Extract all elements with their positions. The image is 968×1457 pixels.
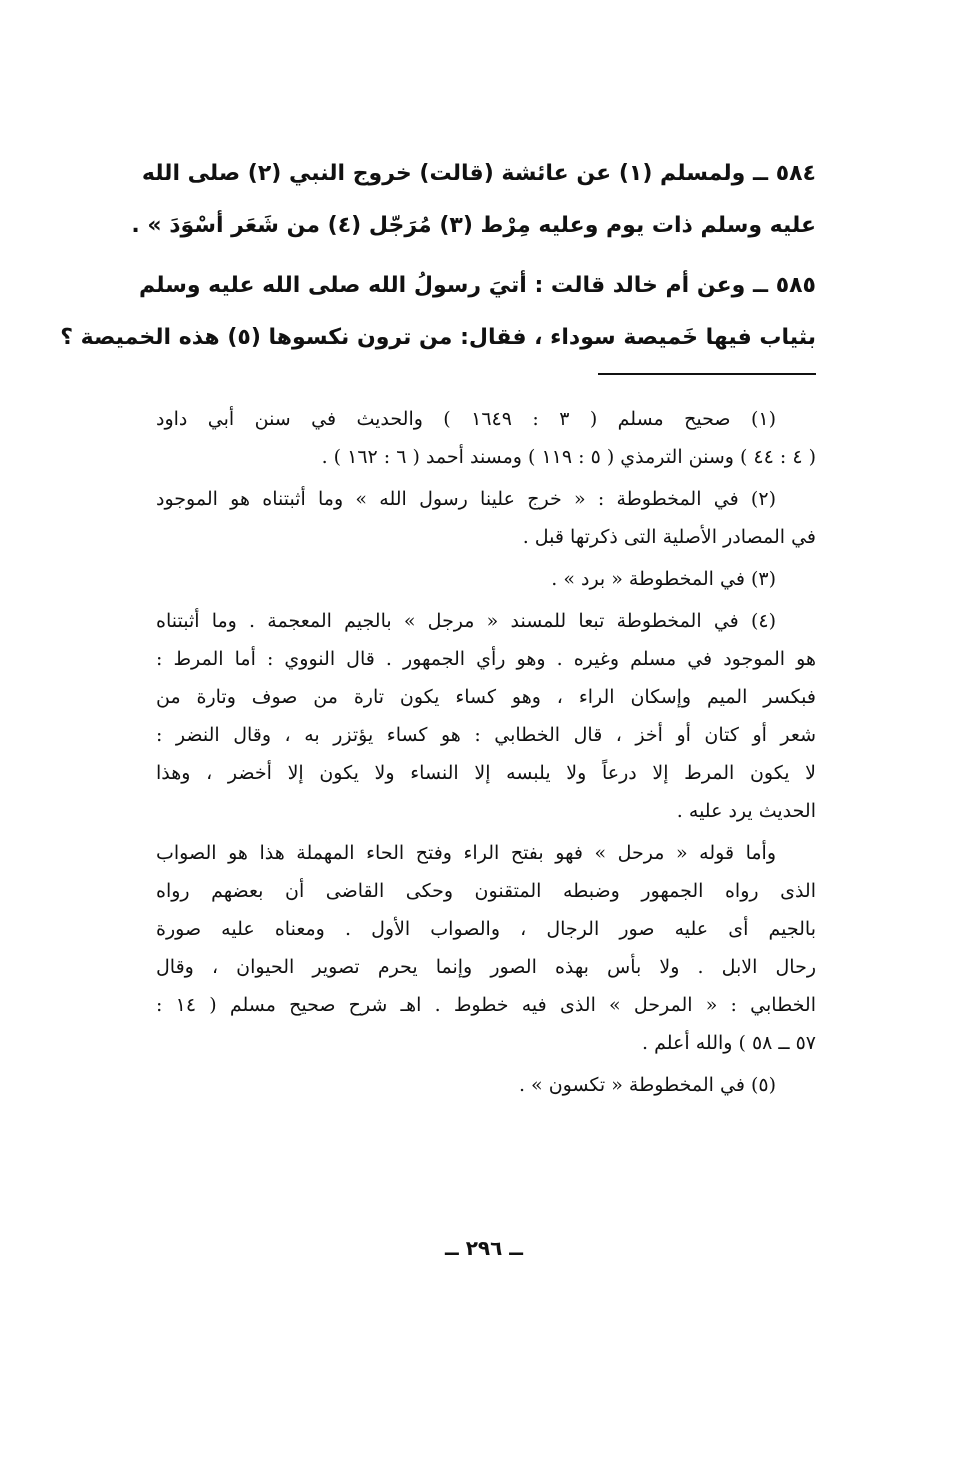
footnote-line: (١) صحيح مسلم ( ٣ : ١٦٤٩ ) والحديث في سنن أبي داود: [156, 408, 776, 430]
hadith-line: ٥٨٥ ــ وعن أم خالد قالت : أتيَ رسولُ الله صلى الله عليه وسلم: [138, 273, 816, 298]
hadith-584: [131, 148, 816, 252]
footnote-line: (٣) في المخطوطة « برد » .: [551, 568, 776, 590]
footnote-separator-line: [598, 373, 816, 375]
hadith-line: عليه وسلم ذات يوم وعليه مِرْط (٣) مُرَجّل (٤) من شَعَر أسْوَدَ » .: [131, 213, 816, 238]
footnote-1: [156, 400, 816, 476]
footnote-line: في المصادر الأصلية التى ذكرتها قبل .: [522, 526, 816, 548]
footnote-line: رحال الابل . ولا بأس بهذه الصور وإنما يحرم تصوير الحيوان ، وقال: [156, 956, 816, 978]
footnote-line: الحديث يرد عليه .: [676, 800, 816, 822]
footnote-line: (٥) في المخطوطة « تكسون » .: [518, 1074, 776, 1096]
footnote-line: (٤) في المخطوطة تبعا للمسند « مرجل » بالجيم المعجمة . وما أثبتناه: [156, 610, 776, 632]
footnote-line: فبكسر الميم وإسكان الراء ، وهو كساء يكون تارة من صوف وتارة من: [156, 686, 816, 708]
footnote-2: [156, 480, 816, 556]
footnote-line: (٢) في المخطوطة : « خرج علينا رسول الله » وما أثبتناه هو الموجود: [156, 488, 776, 510]
footnote-line: الذى رواه الجمهور وضبطه المتقنون وحكى القاضى أن بعضهم رواه: [156, 880, 816, 902]
footnote-line: بالجيم أى عليه صور الرجال ، والصواب الأول . ومعناه عليه صورة: [156, 918, 816, 940]
footnote-4-continued: [156, 834, 816, 1062]
footnote-line: الخطابي : « المرحل » الذى فيه خطوط . اهـ شرح صحيح مسلم ( ١٤ :: [156, 994, 816, 1016]
footnote-line: لا يكون المرط إلا درعاً ولا يلبسه إلا النساء ولا يكون إلا أخضر ، وهذا: [156, 762, 816, 784]
footnote-line: ( ٤ : ٤٤ ) وسنن الترمذي ( ٥ : ١١٩ ) ومسند أحمد ( ٦ : ١٦٢ ) .: [321, 446, 816, 468]
hadith-line: بثياب فيها خَميصة سوداء ، فقال: من ترون نكسوها (٥) هذه الخميصة ؟: [60, 325, 816, 350]
footnote-3: [156, 560, 816, 598]
footnote-4: [156, 602, 816, 830]
footnote-5: [156, 1066, 816, 1104]
footnotes-block: [156, 400, 816, 1108]
hadith-line: ٥٨٤ ــ ولمسلم (١) عن عائشة (قالت) خروج النبي (٢) صلى الله: [141, 161, 816, 186]
page-number: ــ ٢٩٦ ــ: [445, 1236, 523, 1260]
hadith-text-block: [60, 148, 816, 372]
footnote-line: ٥٧ ــ ٥٨ ) والله أعلم .: [642, 1032, 816, 1054]
footnote-line: وأما قوله « مرحل » فهو بفتح الراء وفتح الحاء المهملة هذا هو الصواب: [156, 842, 776, 864]
footnote-line: هو الموجود في مسلم وغيره . وهو رأي الجمهور . قال النووي : أما المرط :: [156, 648, 816, 670]
hadith-585: [60, 260, 816, 364]
footnote-line: شعر أو كتان أو أخز ، قال الخطابي : هو كساء يؤتزر به ، وقال النضر :: [156, 724, 816, 746]
